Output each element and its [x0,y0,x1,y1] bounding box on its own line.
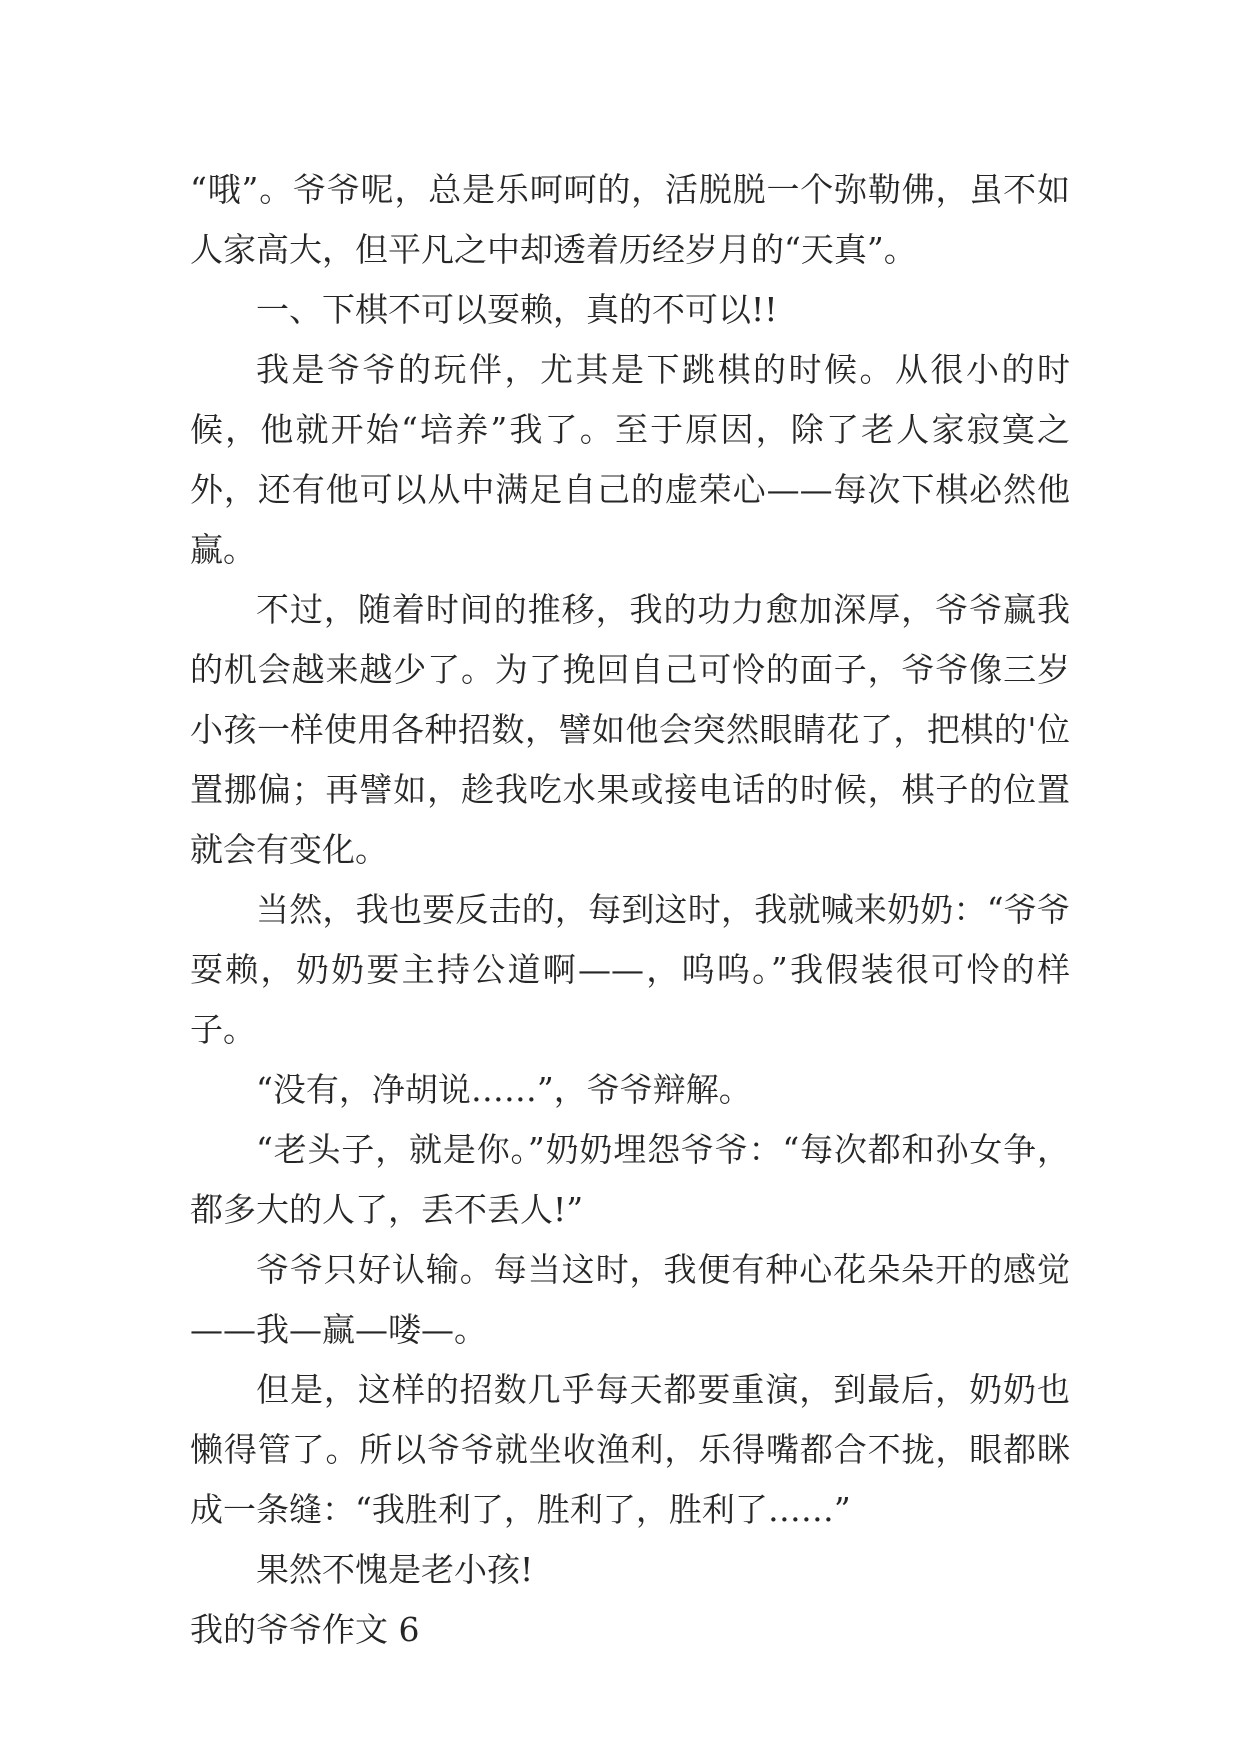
paragraph-1: “哦”。爷爷呢，总是乐呵呵的，活脱脱一个弥勒佛，虽不如人家高大，但平凡之中却透着历经岁月的“天真”。 [190,170,1070,269]
document-body [190,160,1070,1660]
paragraph-6: “没有，净胡说……”，爷爷辩解。 [256,1070,752,1109]
paragraph-5: 当然，我也要反击的，每到这时，我就喊来奶奶：“爷爷耍赖，奶奶要主持公道啊——，呜呜。”我假装很可怜的样子。 [190,890,1070,1049]
paragraph-8: 爷爷只好认输。每当这时，我便有种心花朵朵开的感觉——我—赢—喽—。 [190,1250,1070,1349]
paragraph-2: 一、下棋不可以耍赖，真的不可以!! [256,290,778,329]
paragraph-7: “老头子，就是你。”奶奶埋怨爷爷：“每次都和孙女争，都多大的人了，丢不丢人!” [190,1130,1070,1229]
paragraph-10: 果然不愧是老小孩! [256,1550,534,1589]
section-heading: 我的爷爷作文 6 [190,1610,420,1649]
paragraph-4: 不过，随着时间的推移，我的功力愈加深厚，爷爷赢我的机会越来越少了。为了挽回自己可怜的面子，爷爷像三岁小孩一样使用各种招数，譬如他会突然眼睛花了，把棋的'位置挪偏；再譬如，趁我吃水果或接电话的时候，棋子的位置就会有变化。 [190,590,1070,869]
paragraph-9: 但是，这样的招数几乎每天都要重演，到最后，奶奶也懒得管了。所以爷爷就坐收渔利，乐得嘴都合不拢，眼都眯成一条缝：“我胜利了，胜利了，胜利了……” [190,1370,1070,1529]
paragraph-3: 我是爷爷的玩伴，尤其是下跳棋的时候。从很小的时候，他就开始“培养”我了。至于原因，除了老人家寂寞之外，还有他可以从中满足自己的虚荣心——每次下棋必然他赢。 [190,350,1070,569]
